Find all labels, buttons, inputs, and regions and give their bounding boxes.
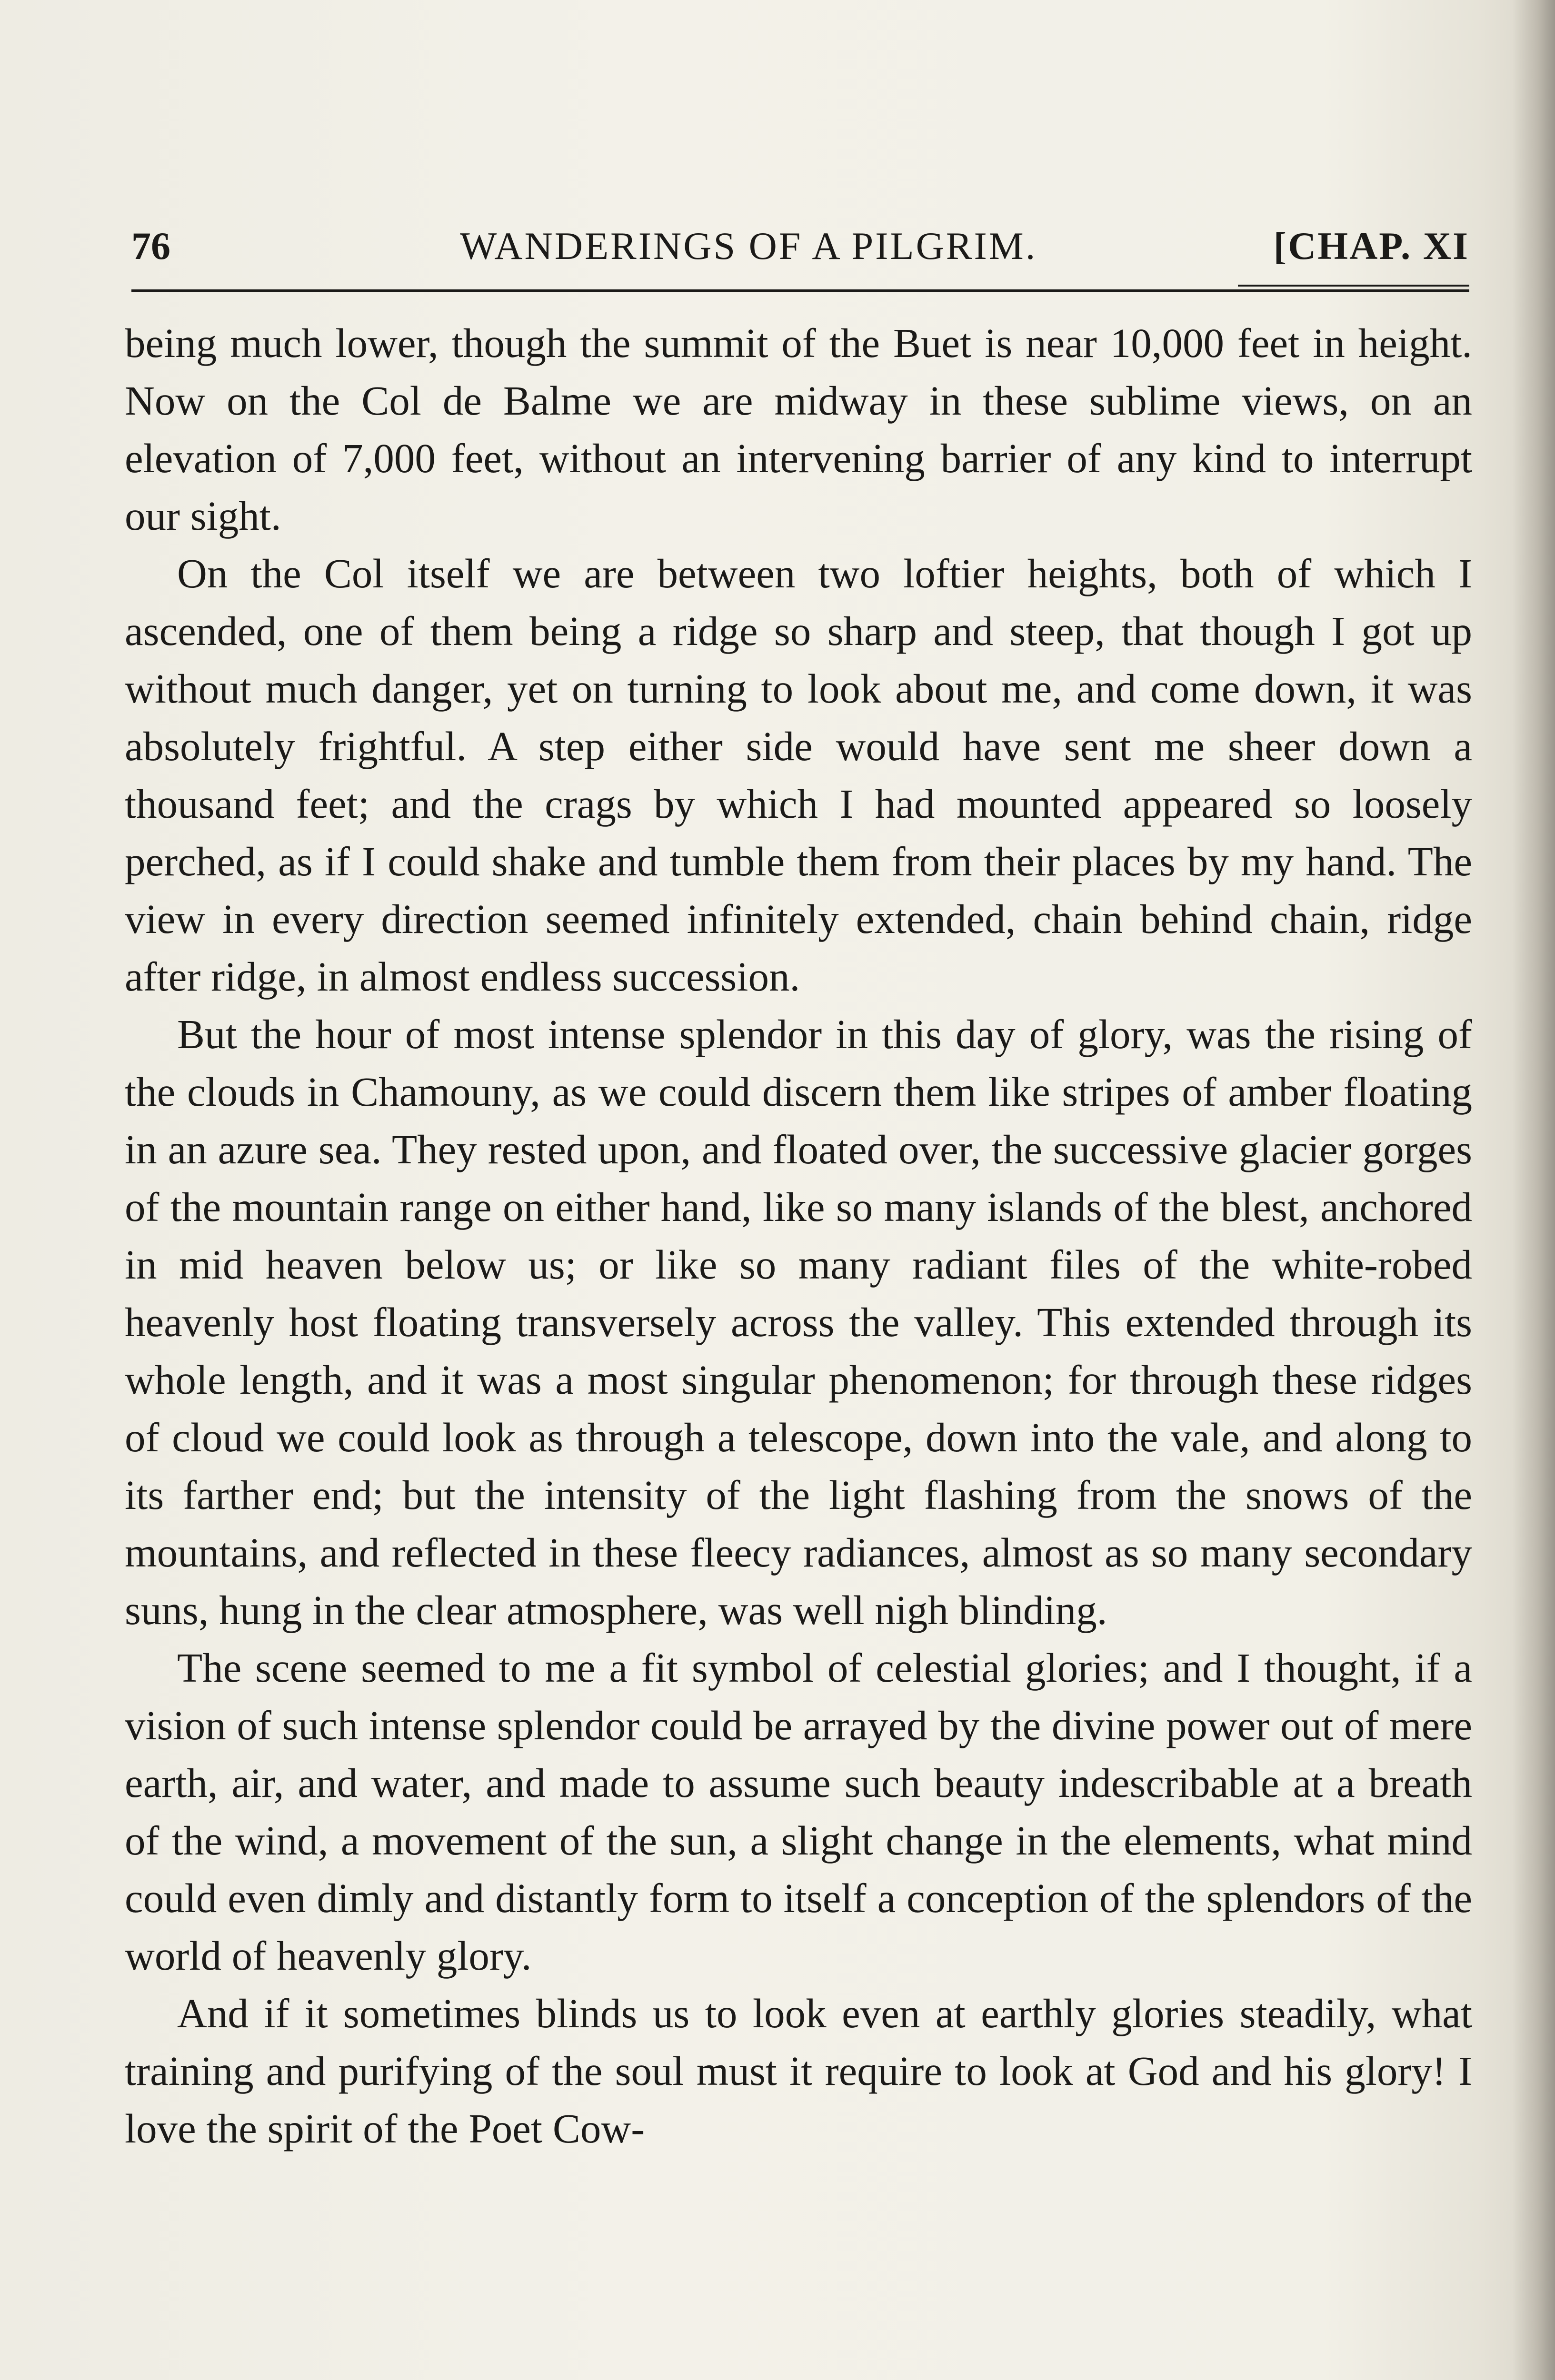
chapter-reference: [CHAP. XI — [1273, 224, 1469, 268]
body-text — [125, 314, 1472, 2157]
paragraph: On the Col itself we are between two loftier heights, both of which I ascended, one of them being a ridge so sharp and steep, that though I got up without much danger, yet on turning to look about me, and come down, it was absolutely frightful. A step either side would have sent me sheer down a thousand feet; and the crags by which I had mounted appeared so loosely perched, as if I could shake and tumble them from their places by my hand. The view in every direction seemed infinitely extended, chain behind chain, ridge after ridge, in almost endless succession. — [125, 550, 1472, 1000]
page-edge-shadow — [1512, 0, 1555, 2380]
paragraph: being much lower, though the summit of the Buet is near 10,000 feet in height. Now on the Col de Balme we are midway in these sublime views, on an elevation of 7,000 feet, without an intervening barrier of any kind to interrupt our sight. — [125, 320, 1472, 539]
paragraph: The scene seemed to me a fit symbol of celestial glories; and I thought, if a vision of such intense splendor could be arrayed by the divine power out of mere earth, air, and water, and made to assume such beauty indescribable at a breath of the wind, a movement of the sun, a slight change in the elements, what mind could even dimly and distantly form to itself a conception of the splendors of the world of heavenly glory. — [125, 1645, 1472, 1979]
header-rule — [131, 289, 1469, 292]
paragraph: And if it sometimes blinds us to look even at earthly glories steadily, what training and purifying of the soul must it require to look at God and his glory! I love the spirit of the Poet Cow- — [125, 1990, 1472, 2152]
running-header — [131, 224, 1469, 276]
header-rule-accent — [1238, 285, 1469, 287]
page-number: 76 — [131, 224, 170, 268]
paragraph: But the hour of most intense splendor in this day of glory, was the rising of the clouds in Chamouny, as we could discern them like stripes of amber floating in an azure sea. They rested upon, and floated over, the successive glacier gorges of the mountain range on either hand, like so many islands of the blest, anchored in mid heaven below us; or like so many radiant files of the white-robed heavenly host floating transversely across the valley. This extended through its whole length, and it was a most singular phenomenon; for through these ridges of cloud we could look as through a telescope, down into the vale, and along to its farther end; but the intensity of the light flashing from the snows of the mountains, and reflected in these fleecy radiances, almost as so many secondary suns, hung in the clear atmosphere, was well nigh blinding. — [125, 1011, 1472, 1633]
running-title: WANDERINGS OF A PILGRIM. — [460, 224, 1037, 268]
